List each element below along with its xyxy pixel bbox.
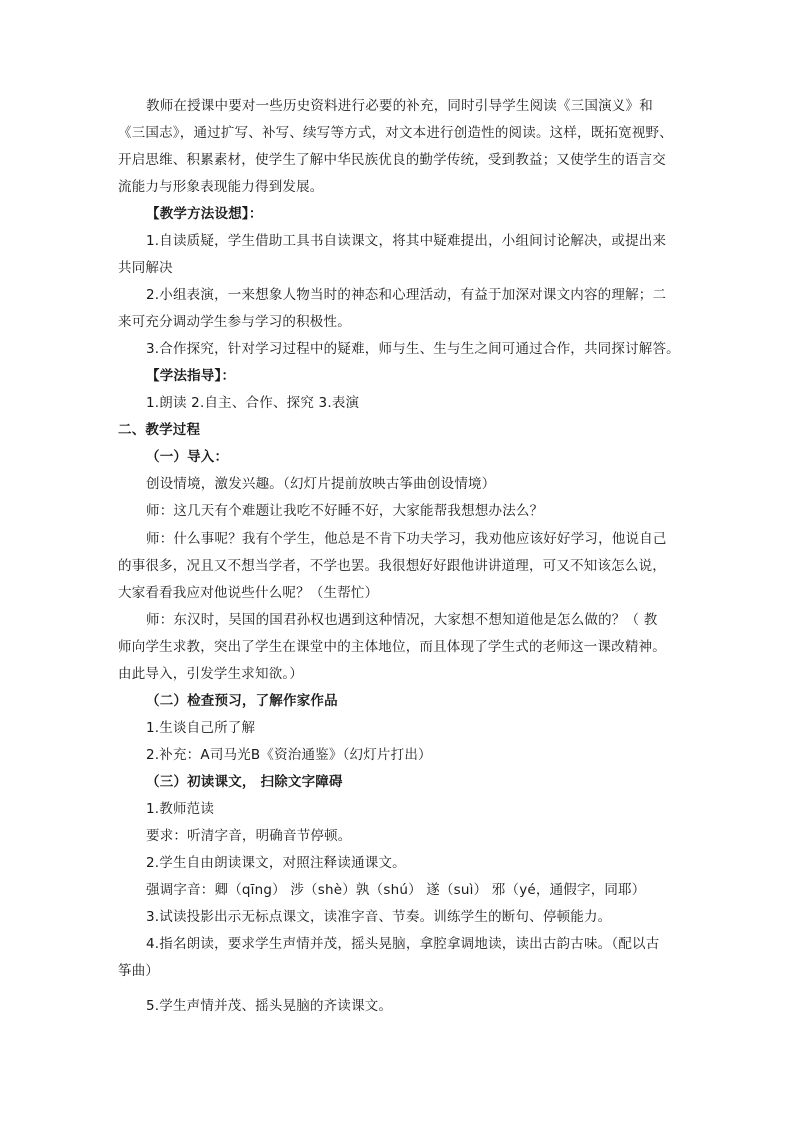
pronunciation-emphasis: 强调字音：卿（qīng） 涉（shè）孰（shú） 遂（suì） 邪（yé，通假字，同耶） bbox=[146, 882, 646, 898]
paragraph-line-22: 由此导入，引发学生求知欲。） bbox=[118, 666, 304, 682]
method-item-2-cont: 来可充分调动学生参与学习的积极性。 bbox=[118, 314, 351, 330]
subheading-first-reading: （三）初读课文， 扫除文字障碍 bbox=[146, 774, 343, 790]
reading-item-1: 1.教师范读 bbox=[146, 801, 215, 817]
paragraph-line-21: 师向学生求教，突出了学生在课堂中的主体地位，而且体现了学生式的老师这一课改精神。 bbox=[118, 639, 666, 655]
paragraph-line-15: 创设情境，激发兴趣。（幻灯片提前放映古筝曲创设情境） bbox=[146, 476, 496, 492]
section-heading-study-guide: 【学法指导】： bbox=[146, 368, 236, 384]
method-item-3: 3.合作探究，针对学习过程中的疑难，师与生、生与生之间可通过合作，共同探讨解答。 bbox=[146, 341, 680, 357]
method-item-2: 2.小组表演，一来想象人物当时的神态和心理活动，有益于加深对课文内容的理解；二 bbox=[146, 287, 667, 303]
reading-item-2: 2.学生自由朗读课文，对照注释读通课文。 bbox=[146, 855, 406, 871]
subheading-introduction: （一）导入： bbox=[146, 449, 229, 465]
reading-requirement: 要求：听清字音，明确音节停顿。 bbox=[146, 828, 352, 844]
reading-item-4: 4.指名朗读，要求学生声情并茂，摇头晃脑，拿腔拿调地读，读出古韵古味。（配以古 bbox=[146, 936, 660, 952]
preview-item-2: 2.补充：A司马光B《资治通鉴》（幻灯片打出） bbox=[146, 747, 432, 763]
paragraph-line-16: 师：这几天有个难题让我吃不好睡不好，大家能帮我想想办法么？ bbox=[146, 503, 544, 519]
preview-item-1: 1.生谈自己所了解 bbox=[146, 720, 256, 736]
method-item-1: 1.自读质疑，学生借助工具书自读课文，将其中疑难提出，小组间讨论解决，或提出来 bbox=[146, 233, 667, 249]
paragraph-line-2: 《三国志》，通过扩写、补写、续写等方式，对文本进行创造性的阅读。这样，既拓宽视野、 bbox=[118, 125, 673, 141]
paragraph-line-18: 的事很多，况且又不想当学者，不学也罢。我很想好好跟他讲讲道理，可又不知该怎么说， bbox=[118, 558, 666, 574]
subheading-preview-check: （二）检查预习，了解作家作品 bbox=[146, 693, 338, 709]
paragraph-line-17: 师：什么事呢？我有个学生，他总是不肯下功夫学习，我劝他应该好好学习，他说自己 bbox=[146, 531, 667, 547]
reading-item-4-cont: 筝曲） bbox=[118, 963, 160, 979]
paragraph-line-4: 流能力与形象表现能力得到发展。 bbox=[118, 179, 324, 195]
paragraph-line-1: 教师在授课中要对一些历史资料进行必要的补充，同时引导学生阅读《三国演义》和 bbox=[146, 98, 653, 114]
method-item-1-cont: 共同解决 bbox=[118, 260, 173, 276]
study-guide-items: 1.朗读 2.自主、合作、探究 3.表演 bbox=[146, 395, 360, 411]
reading-item-5: 5.学生声情并茂、摇头晃脑的齐读课文。 bbox=[146, 998, 393, 1014]
reading-item-3: 3.试读投影出示无标点课文，读准字音、节奏。训练学生的断句、停顿能力。 bbox=[146, 909, 612, 925]
paragraph-line-19: 大家看看我应对他说些什么呢？（生帮忙） bbox=[118, 585, 379, 601]
paragraph-line-3: 开启思维、积累素材，使学生了解中华民族优良的勤学传统，受到教益；又使学生的语言交 bbox=[118, 152, 666, 168]
paragraph-line-20: 师：东汉时，吴国的国君孙权也遇到这种情况，大家想不想知道他是怎么做的？（ 教 bbox=[146, 612, 658, 628]
section-heading-teaching-methods: 【教学方法设想】： bbox=[146, 206, 263, 222]
section-heading-teaching-process: 二、教学过程 bbox=[118, 422, 201, 438]
